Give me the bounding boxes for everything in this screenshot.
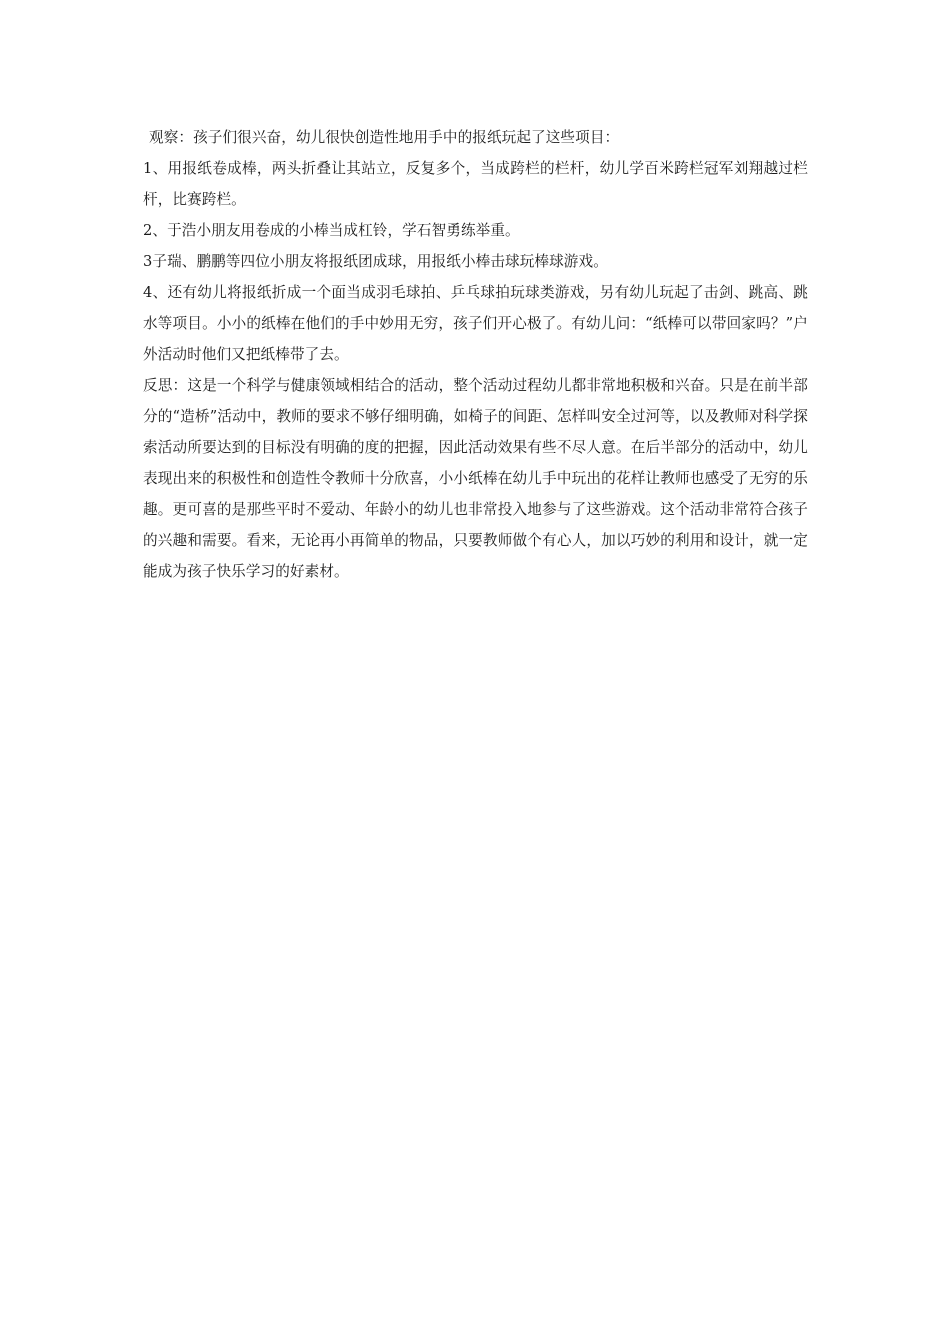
document-body (143, 122, 808, 587)
list-item-1: 1、用报纸卷成棒，两头折叠让其站立，反复多个，当成跨栏的栏杆，幼儿学百米跨栏冠军刘翔越过栏杆，比赛跨栏。 (143, 160, 808, 208)
reflection-paragraph: 反思：这是一个科学与健康领域相结合的活动，整个活动过程幼儿都非常地积极和兴奋。只是在前半部分的“造桥”活动中，教师的要求不够仔细明确，如椅子的间距、怎样叫安全过河等，以及教师对科学探索活动所要达到的目标没有明确的度的把握，因此活动效果有些不尽人意。在后半部分的活动中，幼儿表现出来的积极性和创造性令教师十分欣喜，小小纸棒在幼儿手中玩出的花样让教师也感受了无穷的乐趣。更可喜的是那些平时不爱动、年龄小的幼儿也非常投入地参与了这些游戏。这个活动非常符合孩子的兴趣和需要。看来，无论再小再简单的物品，只要教师做个有心人，加以巧妙的利用和设计，就一定能成为孩子快乐学习的好素材。 (143, 377, 808, 580)
observation-paragraph: 观察：孩子们很兴奋，幼儿很快创造性地用手中的报纸玩起了这些项目： (149, 129, 620, 146)
list-item-2: 2、于浩小朋友用卷成的小棒当成杠铃，学石智勇练举重。 (143, 222, 520, 239)
list-item-3: 3子瑞、鹏鹏等四位小朋友将报纸团成球，用报纸小棒击球玩棒球游戏。 (143, 253, 608, 270)
list-item-4: 4、还有幼儿将报纸折成一个面当成羽毛球拍、乒乓球拍玩球类游戏，另有幼儿玩起了击剑、跳高、跳水等项目。小小的纸棒在他们的手中妙用无穷，孩子们开心极了。有幼儿问：“纸棒可以带回家吗？”户外活动时他们又把纸棒带了去。 (143, 284, 808, 363)
